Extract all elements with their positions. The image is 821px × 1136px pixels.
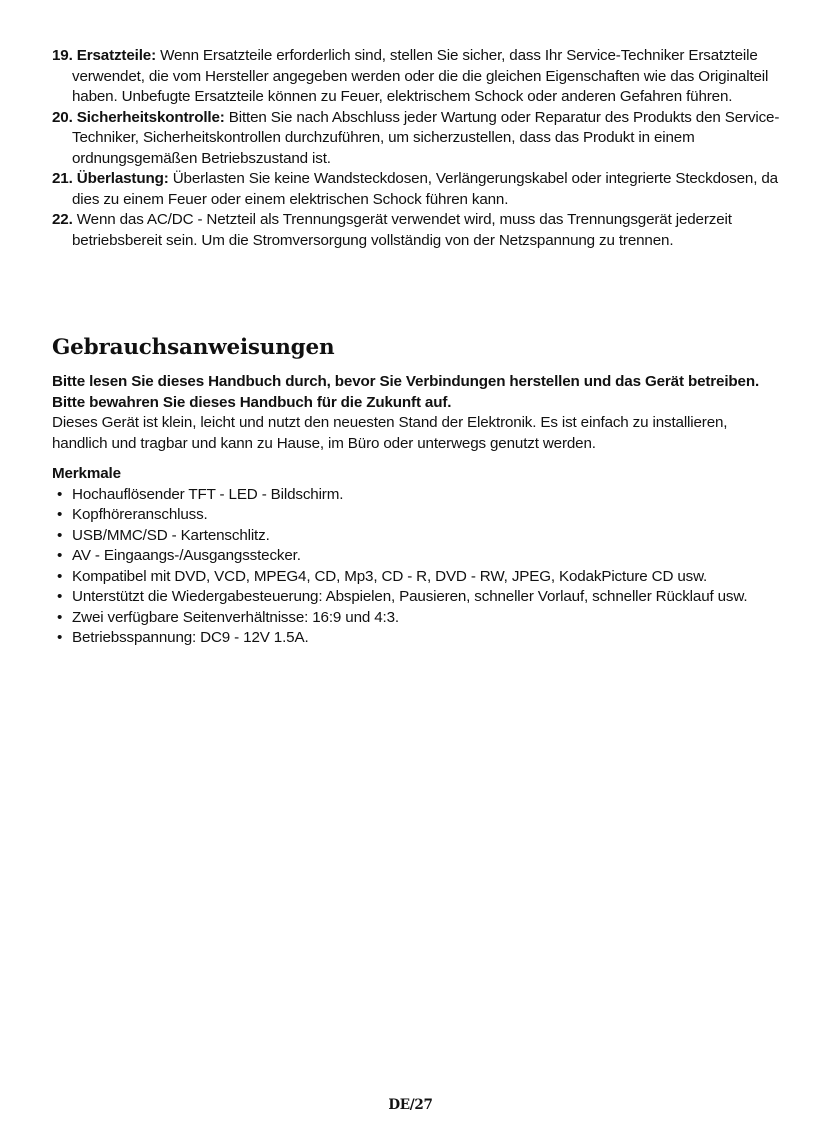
feature-text: Hochauflösender TFT - LED - Bildschirm. — [72, 485, 344, 503]
intro-text: Dieses Gerät ist klein, leicht und nutzt den neuesten Stand der Elektronik. Es ist einfach zu installieren, handlich und tragbar und kann zu Hause, im Büro oder unterwegs genutzt werden. — [52, 414, 728, 452]
feature-text: Unterstützt die Wiedergabesteuerung: Abspielen, Pausieren, schneller Vorlauf, schneller Rücklauf usw. — [72, 588, 748, 605]
bullet-icon: • — [57, 629, 63, 646]
list-item — [52, 567, 782, 588]
feature-text: Kopfhöreranschluss. — [72, 506, 208, 523]
bullet-icon: • — [57, 485, 63, 503]
safety-item-22 — [52, 210, 782, 251]
page-number: DE/27 — [388, 1097, 433, 1113]
list-item — [52, 546, 782, 567]
feature-text: USB/MMC/SD - Kartenschlitz. — [72, 526, 270, 544]
list-item — [52, 526, 782, 547]
feature-text: AV - Eingaangs-/Ausgangsstecker. — [72, 547, 301, 564]
intro-bold-text: Bitte lesen Sie dieses Handbuch durch, bevor Sie Verbindungen herstellen und das Gerät betreiben. Bitte bewahren Sie dieses Handbuch für die Zukunft auf. — [52, 373, 760, 411]
list-item — [52, 505, 782, 526]
list-item — [52, 608, 782, 629]
item-term: Überlastung: — [76, 170, 169, 187]
list-item — [52, 587, 782, 608]
bullet-icon: • — [57, 567, 63, 585]
features-section — [52, 464, 782, 649]
list-item — [52, 628, 782, 649]
item-number: 19. — [52, 47, 73, 64]
bullet-icon: • — [57, 588, 63, 605]
list-item — [52, 485, 782, 506]
item-number: 22. — [52, 211, 73, 228]
features-list — [52, 485, 782, 649]
safety-instructions-list — [52, 46, 782, 251]
item-term: Ersatzteile: — [76, 47, 156, 64]
item-text: Bitten Sie nach Abschluss jeder Wartung oder Reparatur des Produkts den Service-Techniker, Sicherheitskontrollen durchzuführen, um sicherzustellen, dass das Produkt in einem ordnungsgemäßen Betriebszustand ist. — [72, 108, 780, 167]
item-number: 20. — [52, 108, 73, 126]
safety-item-21 — [52, 169, 782, 210]
feature-text: Kompatibel mit DVD, VCD, MPEG4, CD, Mp3, CD - R, DVD - RW, JPEG, KodakPicture CD usw. — [72, 567, 708, 585]
safety-item-20 — [52, 108, 782, 170]
feature-text: Betriebsspannung: DC9 - 12V 1.5A. — [72, 629, 309, 646]
item-term: Sicherheitskontrolle: — [76, 108, 225, 126]
bullet-icon: • — [57, 608, 63, 626]
item-text: Überlasten Sie keine Wandsteckdosen, Verlängerungskabel oder integrierte Steckdosen, da dies zu einem Feuer oder einem elektrischen Schock führen kann. — [72, 170, 778, 208]
bullet-icon: • — [57, 526, 63, 544]
section-title: Gebrauchsanweisungen — [52, 335, 335, 360]
item-text: Wenn Ersatzteile erforderlich sind, stellen Sie sicher, dass Ihr Service-Techniker Ersatzteile verwendet, die vom Hersteller angegeben werden oder die die gleichen Eigenschaften wie das Originalteil haben. Unbefugte Ersatzteile können zu Feuer, elektrischem Schock oder anderen Gefahren führen. — [72, 47, 769, 105]
bullet-icon: • — [57, 547, 63, 564]
intro-section — [52, 372, 782, 454]
safety-item-19 — [52, 46, 782, 108]
features-heading: Merkmale — [52, 465, 121, 482]
item-text: Wenn das AC/DC - Netzteil als Trennungsgerät verwendet wird, muss das Trennungsgerät jederzeit betriebsbereit sein. Um die Stromversorgung vollständig von der Netzspannung zu trennen. — [72, 211, 732, 249]
feature-text: Zwei verfügbare Seitenverhältnisse: 16:9 und 4:3. — [72, 608, 399, 626]
bullet-icon: • — [57, 506, 63, 523]
item-number: 21. — [52, 170, 73, 187]
